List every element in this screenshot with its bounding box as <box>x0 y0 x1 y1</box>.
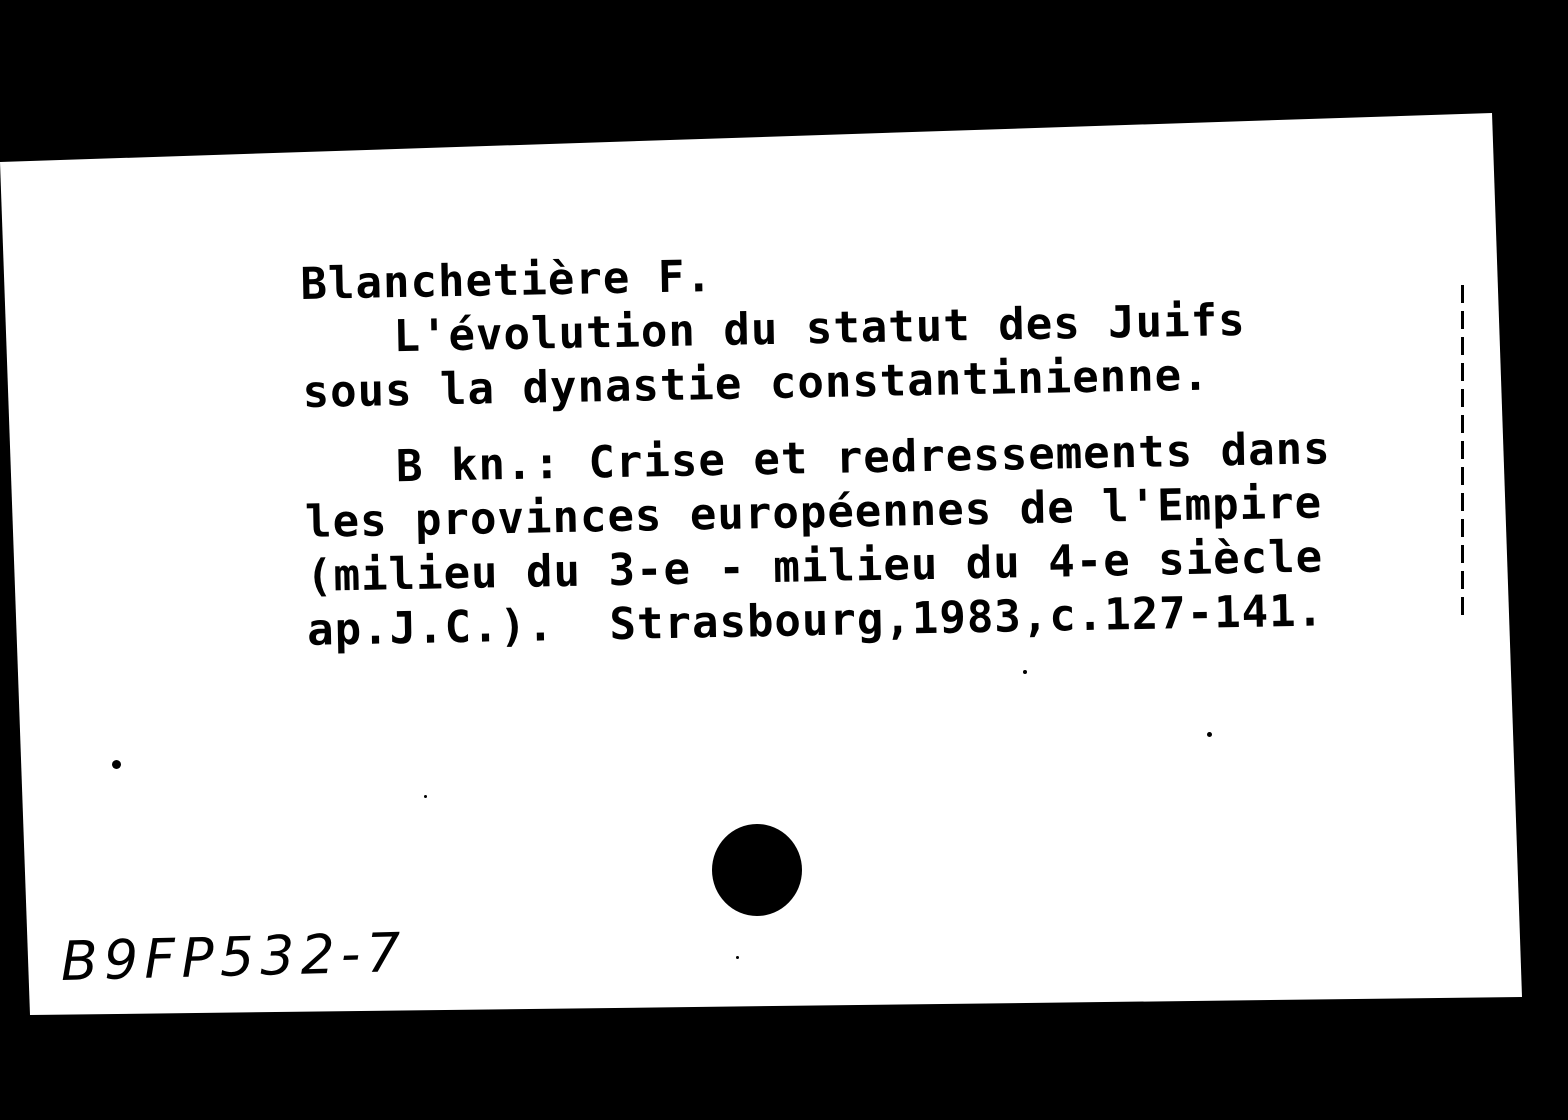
ink-speck <box>736 956 739 959</box>
title-line-2: sous la dynastie constantinienne. <box>302 349 1211 418</box>
title-line-1: L'évolution du statut des Juifs <box>393 294 1247 363</box>
ink-speck <box>1023 670 1027 674</box>
typed-entry <box>300 236 1457 658</box>
punch-hole <box>712 824 802 916</box>
ink-speck <box>112 760 121 769</box>
ink-speck <box>424 795 427 798</box>
source-line-4: ap.J.C.). Strasbourg,1983,c.127-141. <box>306 585 1325 656</box>
card-edge-marks <box>1461 285 1464 620</box>
author: Blanchetière F. <box>300 251 714 310</box>
source-line-1: B kn.: Crise et redressements dans <box>395 423 1332 493</box>
source-line-2: les provinces européennes de l'Empire <box>304 477 1323 548</box>
call-number: B9FP532-7 <box>60 920 408 993</box>
ink-speck <box>1207 732 1212 737</box>
source-line-3: (milieu du 3-e - milieu du 4-e siècle <box>305 531 1324 602</box>
